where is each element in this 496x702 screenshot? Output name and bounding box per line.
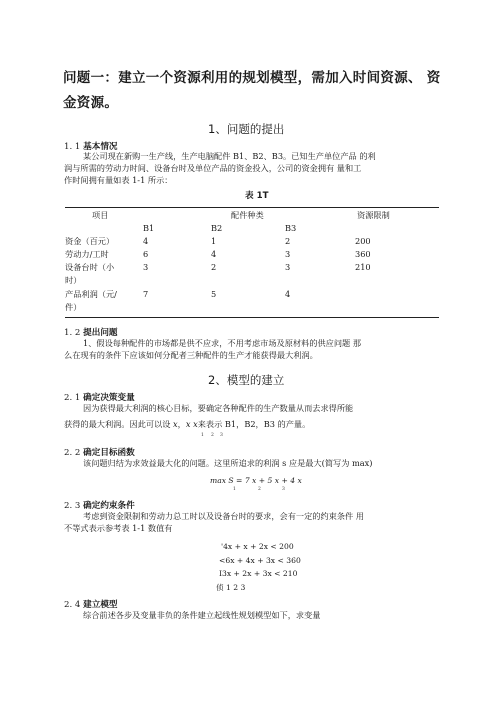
table-cell: 6 [143, 249, 149, 259]
table-row-label: 件） [65, 302, 82, 312]
subscript-1: 1 [233, 487, 236, 492]
table-header-limit: 资源限制 [357, 210, 390, 220]
subsection-title: 确定决策变量 [83, 393, 135, 403]
table-row-label: 设备台时（小 [65, 262, 115, 272]
subsection-title: 确定目标函数 [83, 448, 135, 458]
subscript-1: 1 [201, 433, 204, 438]
table-cell: 2 [211, 262, 217, 272]
table-cell: 1 [211, 236, 217, 246]
table-cell: 4 [143, 236, 149, 246]
objective-formula: max S = 7 x + 5 x + 4 x [210, 476, 302, 485]
subscript-2: 2 [211, 433, 214, 438]
subscript-3: 3 [220, 433, 223, 438]
subsection-title: 基本情况 [83, 142, 118, 152]
table-cell: 360 [355, 249, 371, 259]
table-cell: 7 [143, 289, 149, 299]
problem-title-line2: 金资源。 [63, 95, 119, 111]
table-cell: 4 [211, 249, 217, 259]
question-line-1: 1、假设每种配件的市场都是供不应求，不用考虑市场及原材料的供应问题 那 [83, 338, 362, 348]
subsection-number: 2. 4 [64, 600, 81, 610]
subsection-number: 2. 2 [64, 448, 81, 458]
table-cell: 3 [143, 262, 149, 272]
question-line-2: 么在现有的条件下应该如何分配者三种配件的生产才能获得最大利润。 [64, 350, 318, 360]
table-header-b1: B1 [143, 223, 155, 233]
table-cell: 200 [355, 236, 371, 246]
subscript-3: 3 [282, 487, 285, 492]
table-header-b3: B3 [285, 223, 297, 233]
decision-line-1: 因为获得最大利润的核心目标，要确定各种配件的生产数量从而去求得所能 [83, 403, 354, 413]
table-row-label: 资金（百元） [65, 236, 115, 246]
constraint-capital: '4x + x + 2x < 200 [221, 542, 294, 551]
subscript-2: 2 [258, 487, 261, 492]
table-row-label: 产品利润（元/ [65, 289, 117, 299]
table-header-b2: B2 [211, 223, 223, 233]
constraint-labor: <6x + 4x + 3x < 360 [219, 556, 301, 565]
subsection-number: 2. 3 [64, 501, 81, 511]
subsection-number: 1. 1 [64, 142, 81, 152]
table-caption: 表 1T [245, 191, 269, 201]
objective-text: 该问题归结为求效益最大化的问题。这里所追求的利润 s 应是最大(简写为 max) [83, 458, 373, 468]
subsection-number: 1. 2 [64, 328, 81, 338]
table-cell: 3 [285, 262, 291, 272]
model-text: 综合前述各步及变量非负的条件建立起线性规划模型如下，求变量 [83, 610, 321, 620]
constraint-equipment: I3x + 2x + 3x < 210 [219, 569, 298, 578]
intro-line-1: 某公司现在新购一生产线，生产电脑配件 B1、B2、B3。已知生产单位产品 的利 [83, 151, 376, 161]
constraint-line-2: 不等式表示参考表 1-1 数值有 [64, 523, 173, 533]
constraint-footer: 侦 1 2 3 [216, 583, 246, 592]
table-header-item: 项目 [92, 210, 109, 220]
table-cell: 5 [211, 289, 217, 299]
constraint-line-1: 考虑到资金限制和劳动力总工时以及设备台时的要求，会有一定的约束条件 用 [83, 511, 364, 521]
table-header-types: 配件种类 [231, 210, 264, 220]
problem-title-line1: 问题一：建立一个资源利用的规划模型，需加入时间资源、 资 [63, 70, 441, 86]
table-cell: 4 [285, 289, 291, 299]
intro-line-2: 润与所需的劳动力时间、设备台时及单位产品的资金投入，公司的资金拥有 量和工 [64, 163, 362, 173]
table-top-rule [65, 207, 439, 208]
decision-line-2: 获得的最大利润。因此可以设 x，x x来表示 B1，B2，B3 的产量。 [64, 419, 311, 429]
intro-line-3: 作时间拥有量如表 1-1 所示： [64, 175, 173, 185]
table-cell: 3 [285, 249, 291, 259]
table-row-label: 劳动力/工时 [65, 249, 109, 259]
subsection-title: 建立模型 [83, 600, 118, 610]
subsection-title: 提出问题 [83, 328, 118, 338]
subsection-number: 2. 1 [64, 393, 81, 403]
section-heading-1: 1、问题的提出 [208, 122, 285, 136]
table-cell: 210 [355, 262, 371, 272]
table-cell: 2 [285, 236, 291, 246]
subsection-title: 确定约束条件 [83, 501, 135, 511]
section-heading-2: 2、模型的建立 [208, 373, 285, 387]
table-row-label: 时） [65, 275, 82, 285]
table-bottom-rule [65, 317, 439, 318]
